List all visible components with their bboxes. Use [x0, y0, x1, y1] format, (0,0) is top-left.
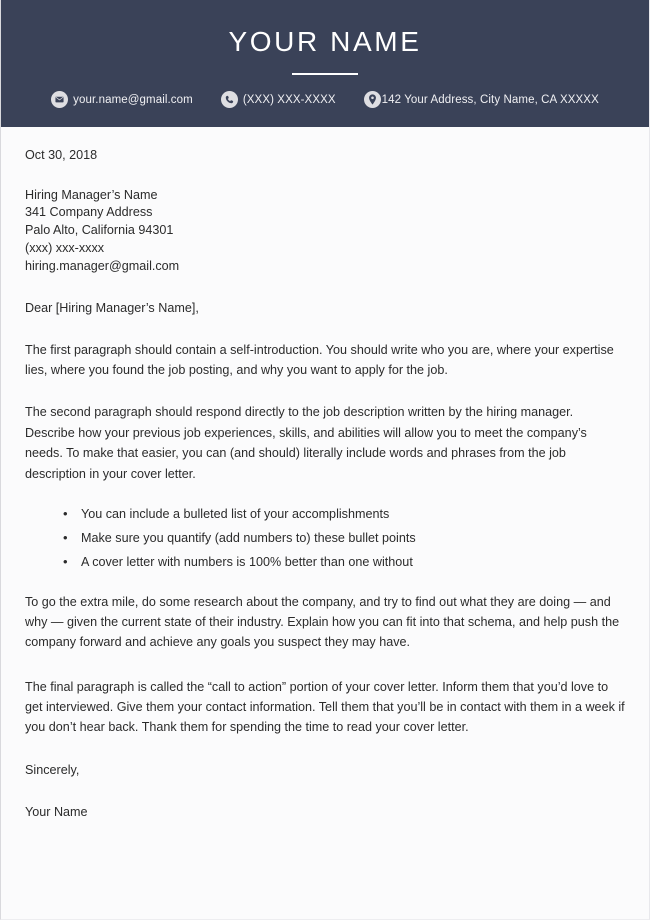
letter-date: Oct 30, 2018	[25, 148, 98, 162]
header-divider	[292, 73, 358, 75]
letter-header	[1, 0, 649, 127]
contact-row	[51, 91, 599, 108]
recipient-line: (xxx) xxx-xxxx	[25, 241, 105, 256]
applicant-name: YOUR NAME	[228, 26, 422, 57]
recipient-line: hiring.manager@gmail.com	[25, 259, 180, 274]
signature-name: Your Name	[25, 805, 88, 820]
list-item: • A cover letter with numbers is 100% better than one without	[63, 554, 625, 572]
contact-item-address[interactable]	[364, 91, 599, 108]
paragraph-1: The first paragraph should contain a self-introduction. You should write who you are, where your expertise lies, where you found the job posting, and why you want to apply for the job.	[25, 342, 614, 377]
list-item: • You can include a bulleted list of your accomplishments	[63, 506, 625, 524]
contact-phone-label: (XXX) XXX-XXXX	[242, 93, 336, 106]
map-pin-icon	[364, 91, 381, 108]
recipient-line: Palo Alto, California 94301	[25, 223, 174, 238]
letter-body	[1, 127, 649, 819]
paragraph-3: To go the extra mile, do some research about the company, and try to find out what they are doing — and why — given the current state of their industry. Explain how you can fit into that schema, and help push the company forward and achieve any goals you suspect they may have.	[25, 594, 620, 650]
contact-item-phone[interactable]	[221, 91, 336, 108]
contact-item-email[interactable]	[51, 91, 193, 108]
envelope-icon	[51, 91, 68, 108]
contact-address-label: 142 Your Address, City Name, CA XXXXX	[381, 93, 599, 106]
accomplishments-list	[25, 506, 625, 572]
paragraph-4: The final paragraph is called the “call to action” portion of your cover letter. Inform them that you’d love to get interviewed. Give them your contact information. Tell them that you’ll be in contact with them in a week if you don’t hear back. Thank them for spending the time to read your cover letter.	[25, 679, 625, 735]
recipient-address-block	[25, 187, 625, 276]
paragraph-2: The second paragraph should respond directly to the job description written by the hiring manager. Describe how your previous job experiences, skills, and abilities will allow you to meet the company’s needs. To make that easier, you can (and should) literally include words and phrases from the job description in your cover letter.	[25, 405, 587, 481]
closing-salutation: Sincerely,	[25, 762, 80, 777]
list-item: • Make sure you quantify (add numbers to) these bullet points	[63, 530, 625, 548]
recipient-line: 341 Company Address	[25, 205, 153, 220]
recipient-line: Hiring Manager’s Name	[25, 187, 158, 202]
contact-email-label: your.name@gmail.com	[73, 93, 193, 106]
phone-icon	[221, 91, 238, 108]
salutation: Dear [Hiring Manager’s Name],	[25, 300, 199, 315]
